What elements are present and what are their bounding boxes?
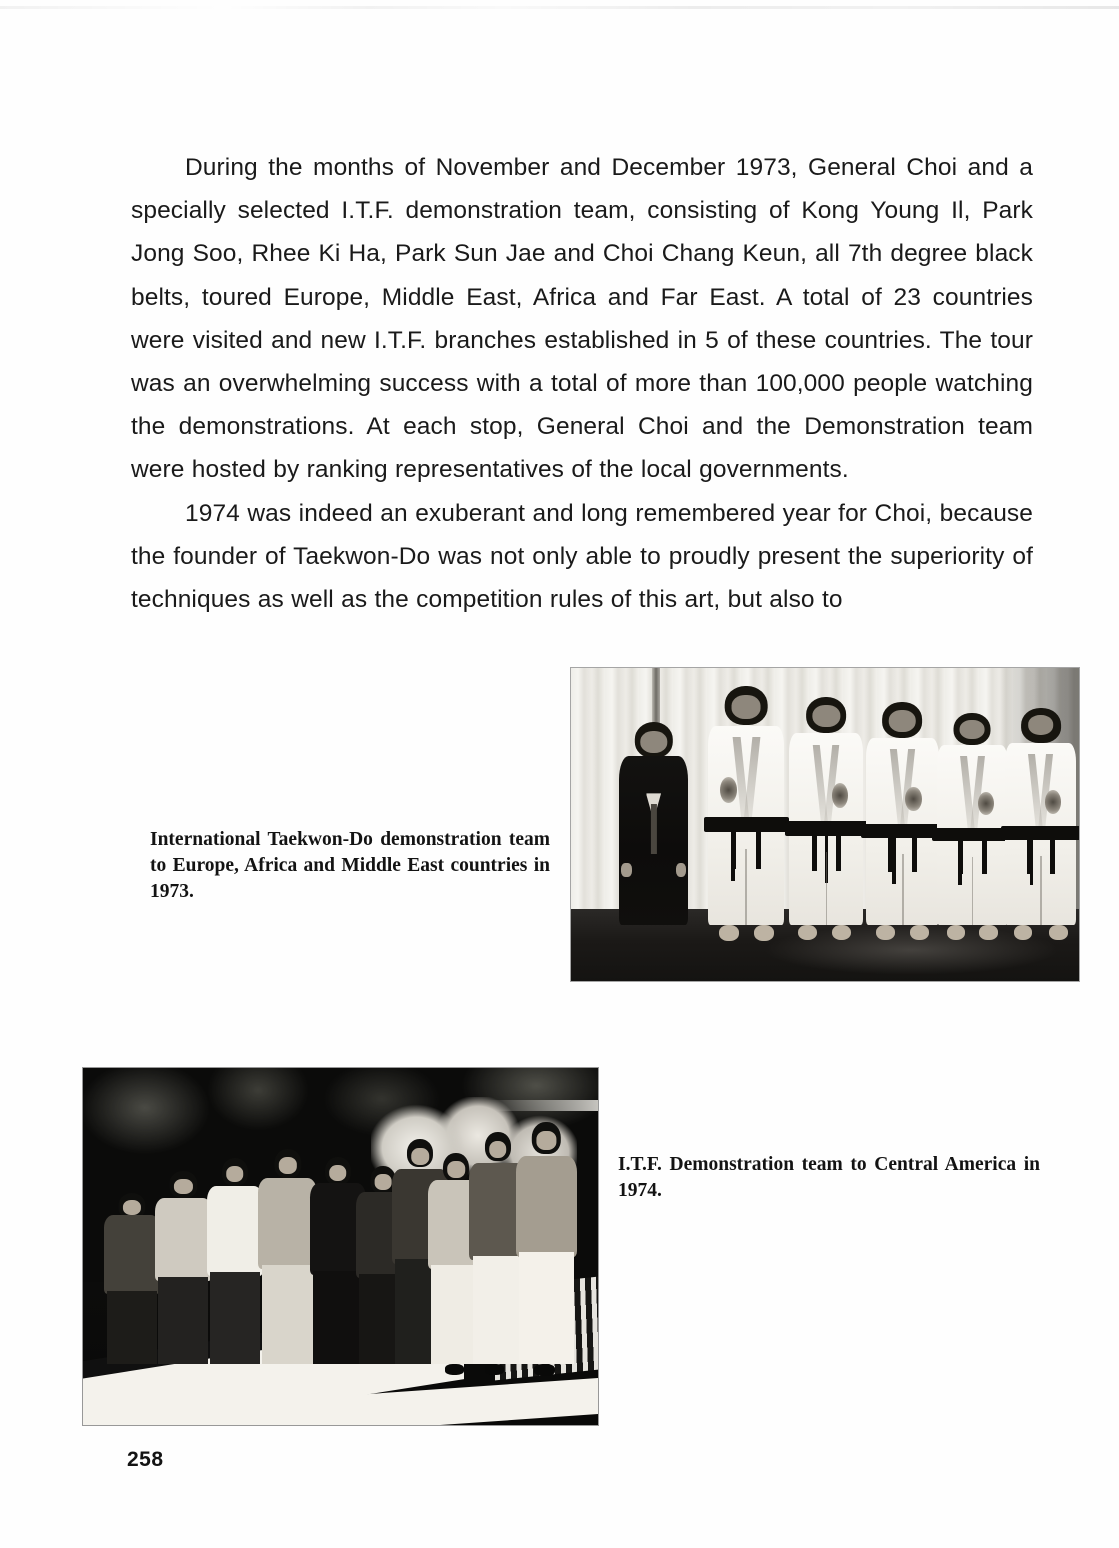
shoe: [485, 1364, 504, 1375]
foot-left: [947, 925, 965, 940]
photo-demonstration-team-1974: [83, 1068, 598, 1425]
foot-right: [979, 925, 997, 940]
hand-left: [621, 863, 632, 877]
figure-person-4: [258, 1157, 317, 1364]
legs: [210, 1272, 260, 1364]
figure-person-1: [104, 1193, 161, 1364]
torso: [516, 1156, 578, 1257]
face: [960, 720, 985, 739]
trouser-gap: [826, 852, 828, 925]
figure-dobok-3: [866, 702, 940, 924]
scan-edge-artifact: [0, 6, 1119, 9]
foot-left: [719, 925, 739, 941]
torso: [155, 1198, 212, 1281]
foot-right: [1049, 925, 1067, 940]
shoe: [534, 1364, 555, 1375]
shoulder-patch: [832, 783, 848, 808]
face: [174, 1179, 192, 1194]
figure-dobok-4: [937, 709, 1008, 925]
face: [537, 1131, 556, 1149]
torso: [258, 1178, 317, 1269]
face: [1028, 715, 1054, 735]
face: [640, 731, 667, 753]
figure-dobok-1: [708, 693, 784, 925]
figure-person-2: [155, 1175, 212, 1364]
face: [329, 1165, 347, 1181]
torso: [207, 1186, 264, 1276]
shoulder-patch: [905, 787, 921, 811]
shoulder-patch: [1045, 790, 1061, 814]
figure-person-10: [516, 1136, 578, 1364]
face: [448, 1161, 466, 1178]
page-number: 258: [127, 1448, 164, 1471]
face: [412, 1148, 430, 1165]
face: [279, 1157, 297, 1174]
face: [226, 1166, 244, 1182]
lapel-right: [743, 737, 759, 821]
dobok: [708, 726, 784, 925]
face: [123, 1200, 141, 1215]
shoe: [445, 1364, 464, 1374]
foot-left: [1014, 925, 1032, 940]
belt-tail: [892, 835, 896, 884]
paragraph-1: During the months of November and December 1973, General Choi and a specially selected I.T.F. demonstration team, consisting of Kong Young Il, Park Jong Soo, Rhee Ki Ha, Park Sun Jae and Choi Chang Keun, all 7th degree black belts, toured Europe, Middle East, Africa and Far East. A total of 23 countries were visited and new I.T.F. branches established in 5 of these countries. The tour was an overwhelming success with a total of more than 100,000 people watching the demonstrations. At each stop, General Choi and the Demonstration team were hosted by ranking representatives of the local governments.: [131, 154, 1033, 484]
necktie: [650, 804, 656, 854]
torso: [104, 1215, 161, 1294]
suit-jacket: [619, 756, 688, 924]
body-text-column: [131, 146, 1033, 621]
dobok: [1005, 743, 1076, 925]
face: [489, 1141, 507, 1159]
caption-demonstration-team-1973: International Taekwon-Do demonstration team to Europe, Africa and Middle East countries in 1973.: [150, 829, 550, 902]
shoulder-patch: [978, 792, 994, 815]
legs: [519, 1252, 573, 1364]
foot-right: [910, 925, 929, 941]
caption-demonstration-team-1974: I.T.F. Demonstration team to Central America in 1974.: [618, 1154, 1040, 1201]
dobok: [937, 745, 1008, 924]
photo-demonstration-team-1973: [571, 668, 1079, 981]
figure-dobok-5: [1005, 706, 1076, 925]
dobok: [789, 733, 863, 925]
trouser-gap: [1040, 856, 1042, 925]
legs: [107, 1291, 157, 1365]
paragraph-2: 1974 was indeed an exuberant and long remembered year for Choi, because the founder of Taekwon-Do was not only able to proudly present the superiority of techniques as well as the competition rules of this art, but also to: [131, 499, 1033, 614]
dobok: [866, 738, 940, 925]
face: [732, 695, 761, 718]
belt-tail: [1030, 837, 1034, 884]
shoulder-patch: [720, 777, 737, 803]
trouser-gap: [972, 857, 974, 925]
face: [889, 710, 916, 732]
foot-right: [754, 925, 774, 941]
figure-person-3: [207, 1164, 264, 1364]
legs: [262, 1265, 314, 1364]
hand-right: [676, 863, 687, 877]
figure-dobok-2: [789, 699, 863, 924]
trouser-gap: [902, 854, 904, 925]
trouser-gap: [745, 849, 747, 925]
face: [813, 705, 840, 728]
face: [375, 1174, 392, 1190]
figure-suited-man: [619, 724, 688, 924]
foot-left: [876, 925, 895, 941]
belt-tail: [958, 839, 962, 886]
belt-tail: [731, 829, 735, 881]
legs: [158, 1277, 208, 1364]
